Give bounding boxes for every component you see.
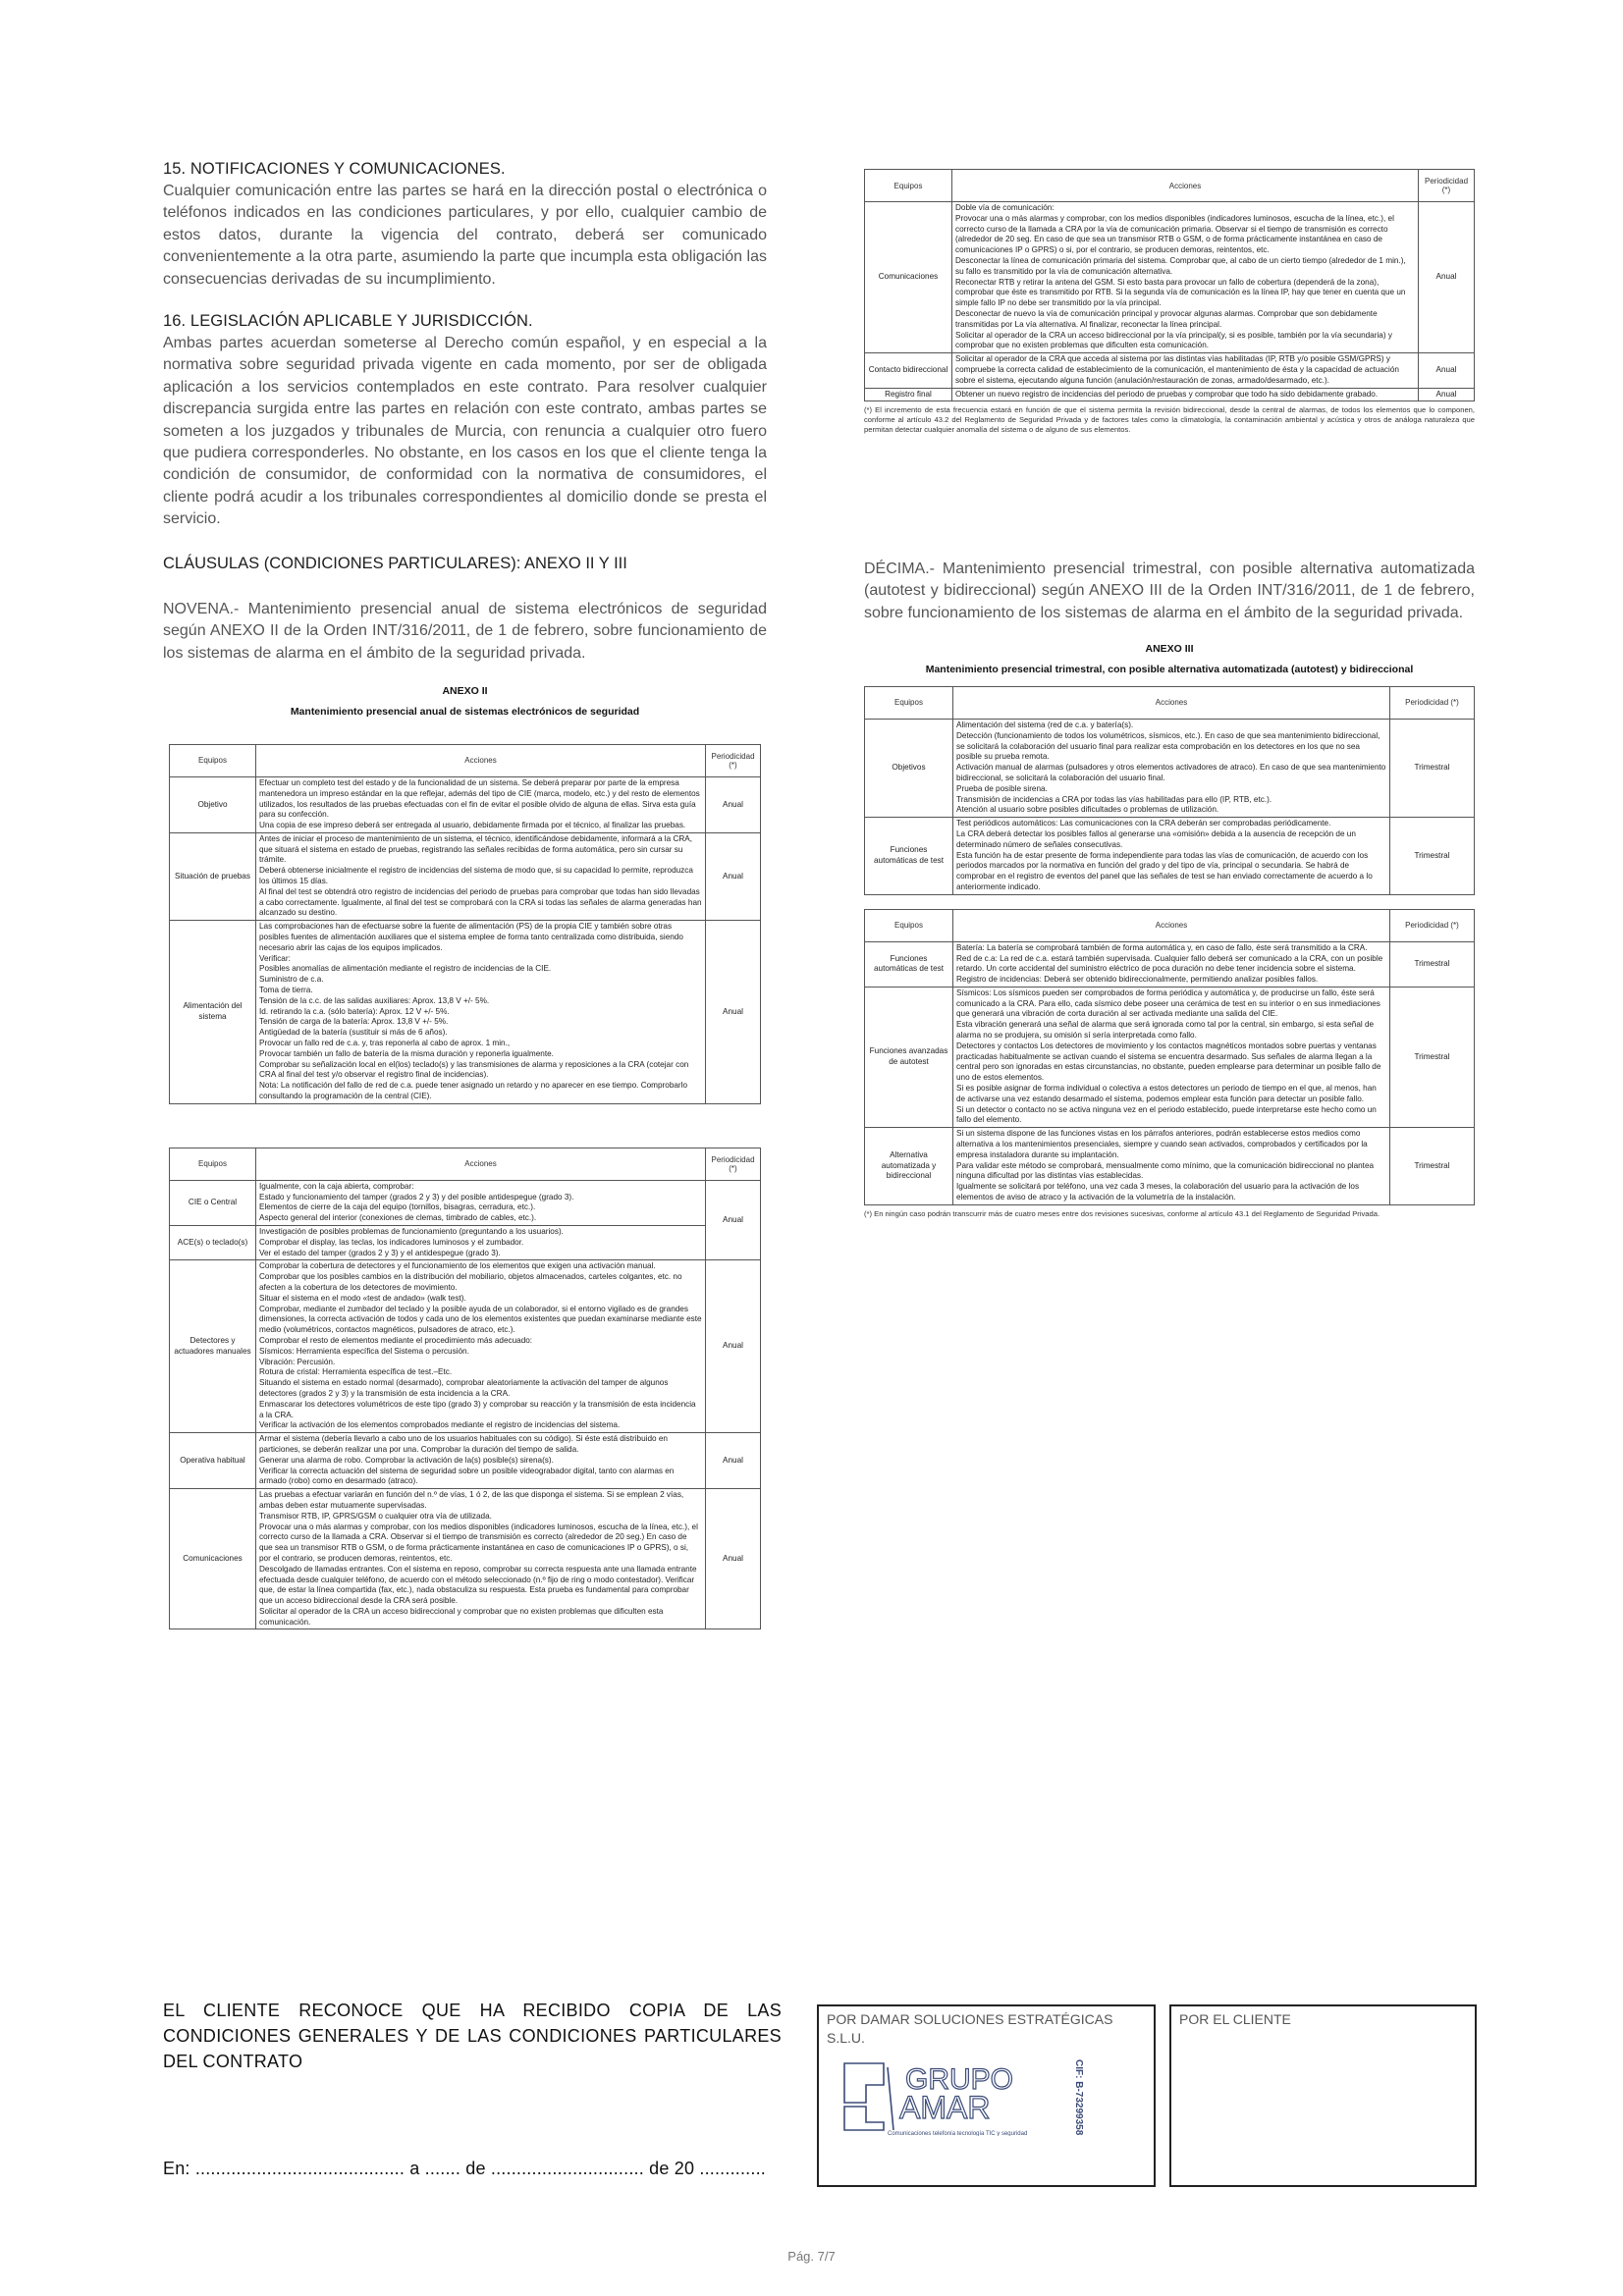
accion-line: Comprobar, mediante el zumbador del teclado y la posible ayuda de un colaborador, si el entorno vigilado es de grandes dimensiones, la correcta activación de todos y cada uno de los elementos existentes que puedan examinarse mediante este medio (volumétricos, contactos magnéticos, pulsadores de atraco, etc.). [259, 1304, 702, 1335]
cell-acciones [952, 388, 1419, 401]
section-15-body: Cualquier comunicación entre las partes se hará en la dirección postal o electrónica o teléfonos indicados en las condiciones particulares, y por ello, cualquier cambio de estos datos, durante la vigencia del contrato, deberá ser comunicado convenientemente a la otra parte, asumiendo la parte que incumpla esta obligación las consecuencias derivadas de su incumplimiento. [163, 183, 767, 288]
accion-line: Investigación de posibles problemas de funcionamiento (preguntando a los usuarios). [259, 1227, 564, 1236]
cell-periodicidad: Anual [706, 776, 761, 832]
accion-line: Comprobar la cobertura de detectores y el funcionamiento de los elementos que exigen una activación manual. [259, 1261, 656, 1271]
accion-line: Aspecto general del interior (conexiones de clemas, timbrado de cables, etc.). [259, 1213, 537, 1223]
accion-line: Esta vibración generará una señal de alarma que será ignorada como tal por la central, sin embargo, si esta señal de alarma no se produjera, su omisión sí sería interpretada como fallo. [956, 1020, 1375, 1041]
accion-line: Registro de incidencias: Deberá ser obtenido bidireccionalmente, permitiendo analizar posibles fallos. [956, 975, 1319, 985]
accion-line: Nota: La notificación del fallo de red de c.a. puede tener asignado un retardo y no aparecer en ese tiempo. Comprobarlo consultando la programación de la central (CIE). [259, 1081, 688, 1101]
stamp-tagline: Comunicaciones telefonía tecnología TIC y seguridad [888, 2131, 1028, 2136]
accion-line: Si un detector o contacto no se activa ninguna vez en el periodo establecido, puede interpretarse este hecho como un fallo del elemento. [956, 1104, 1377, 1125]
company-stamp [837, 2057, 1094, 2136]
cell-equipo: Registro final [865, 388, 952, 401]
accion-line: Las pruebas a efectuar variarán en función del n.º de vías, 1 ó 2, de las que disponga el sistema. Si se emplean 2 vías, ambas deben estar mutuamente supervisadas. [259, 1490, 684, 1510]
accion-line: Verificar: [259, 953, 291, 963]
cell-equipo: Funciones automáticas de test [865, 941, 953, 987]
table-row [170, 1489, 761, 1629]
cell-acciones [953, 941, 1390, 987]
cell-equipo: Objetivos [865, 719, 953, 817]
cell-acciones [256, 832, 706, 920]
accion-line: Desconectar la línea de comunicación primaria del sistema. Comprobar que, al cabo de un cierto tiempo (alrededor de 1 min.), su fallo es transmitido por la vía de comunicación alternativa. [955, 255, 1406, 276]
anexo-ii-table-2 [169, 1148, 761, 1630]
accion-line: Reconectar RTB y retirar la antena del GSM. Si esto basta para provocar un fallo de cobertura (dependerá de la zona), comprobar que éste es transmitido por RTB. Si la segunda vía de comunicación es la línea IP, hay que tener en cuenta que un simple fallo IP no debe ser transmitido por la vía principal. [955, 277, 1406, 308]
cell-acciones [953, 818, 1390, 895]
cell-equipo: Funciones automáticas de test [865, 818, 953, 895]
accion-line: Situar el sistema en el modo «test de andado» (walk test). [259, 1293, 466, 1303]
header-periodicidad: Periodicidad (*) [706, 1148, 761, 1180]
anexo-iii-table-1 [864, 686, 1475, 895]
accion-line: Posibles anomalías de alimentación mediante el registro de incidencias de la CIE. [259, 964, 552, 974]
cell-acciones [256, 776, 706, 832]
accion-line: Atención al usuario sobre posibles dificultades o problemas de utilización. [956, 805, 1219, 815]
accion-line: Una copia de ese impreso deberá ser entregada al usuario, debidamente firmada por el técnico, al finalizar las pruebas. [259, 821, 686, 830]
accion-line: Descolgado de llamadas entrantes. Con el sistema en reposo, comprobar su correcta respuesta ante una llamada entrante efectuada desde cualquier teléfono, de acuerdo con el método seleccionado (n.º fijo de ring o modo contestador). Verificar que, de estar la línea compartida (fax, etc.), nada obstaculiza su respuesta. Esta prueba es fundamental para comprobar que un acceso bidireccional desde la CRA será posible. [259, 1564, 697, 1606]
accion-line: Ver el estado del tamper (grados 2 y 3) y el antidespegue (grado 3). [259, 1248, 501, 1257]
cell-acciones [256, 1489, 706, 1629]
accion-line: Vibración: Percusión. [259, 1357, 336, 1366]
anexo-ii-note: (*) El incremento de esta frecuencia estará en función de que el sistema permita la revisión bidireccional, desde la central de alarmas, de todos los elementos que lo componen, conforme al artículo 43.2 del Reglamento de Seguridad Privada y de factores tales como la climatología, la contaminación ambiental y acústica y otros de análoga naturaleza que permitan detectar cualquier anomalía del sistema o de alguno de sus elementos. [864, 405, 1475, 434]
accion-line: Generar una alarma de robo. Comprobar la activación de la(s) posible(s) sirena(s). [259, 1455, 554, 1465]
cell-acciones [256, 1433, 706, 1489]
signature-box-damar[interactable] [817, 2004, 1156, 2187]
accion-line: Solicitar al operador de la CRA que acceda al sistema por las distintas vías habilitadas (IP, RTB y/o posible GSM/GPRS) y compruebe la correcta calidad de establecimiento de la comunicación, el mantenimiento de ésta y la capacidad de actuación sobre el sistema, ejecutando alguna función (anulación/restauración de zonas, armado/desarmado, etc.). [955, 354, 1399, 385]
acknowledgement-text: EL CLIENTE RECONOCE QUE HA RECIBIDO COPIA DE LAS CONDICIONES GENERALES Y DE LAS CONDICIONES PARTICULARES DEL CONTRATO [163, 2001, 782, 2071]
accion-line: Batería: La batería se comprobará también de forma automática y, en caso de fallo, éste será transmitido a la CRA. [956, 942, 1368, 952]
anexo-iii-note: (*) En ningún caso podrán transcurrir más de cuatro meses entre dos revisiones sucesivas, conforme al artículo 43.1 del Reglamento de Seguridad Privada. [864, 1208, 1380, 1218]
accion-line: Activación manual de alarmas (pulsadores y otros elementos activadores de atraco). En caso de que sea mantenimiento bidireccional, se solicitará la colaboración del usuario final. [956, 763, 1386, 782]
accion-line: Provocar también un fallo de batería de la misma duración y reponerla igualmente. [259, 1048, 554, 1058]
accion-line: Verificar la activación de los elementos comprobados mediante el registro de incidencias del sistema. [259, 1420, 621, 1430]
accion-line: Antes de iniciar el proceso de mantenimiento de un sistema, el técnico, identificándose debidamente, informará a la CRA, que situará el sistema en estado de pruebas, registrando las señales recibidas de forma automática, pero sin cursar su trámite. [259, 833, 693, 865]
cell-periodicidad: Anual [1419, 202, 1475, 353]
cell-acciones [256, 1226, 706, 1260]
table-row [865, 202, 1475, 353]
accion-line: Sísmicos: Los sísmicos pueden ser comprobados de forma periódica y automática y, de producirse un fallo, éste será comunicado a la CRA. Para ello, cada sísmico debe poseer una cerámica de test en su interior o en sus inmediaciones que generará una vibración de corta duración al ser activada mediante una salida del CIE. [956, 988, 1380, 1019]
decima-clause: DÉCIMA.- Mantenimiento presencial trimestral, con posible alternativa automatizada (autotest y bidireccional) según ANEXO III de la Orden INT/316/2011, de 1 de febrero, sobre funcionamiento de los sistemas de alarma en el ámbito de la seguridad privada. [864, 560, 1475, 621]
accion-line: Estado y funcionamiento del tamper (grados 2 y 3) y del posible antidespegue (grado 3). [259, 1192, 574, 1201]
cell-periodicidad: Anual [706, 1489, 761, 1629]
table-row [865, 941, 1475, 987]
anexo-ii-block [163, 684, 767, 1630]
header-equipos: Equipos [865, 686, 953, 719]
anexo-iii-table-2 [864, 909, 1475, 1205]
accion-line: Si un sistema dispone de las funciones vistas en los párrafos anteriores, podrán establecerse estos medios como alternativa a los mantenimientos presenciales, siempre y cuando sean activados, comprobados y certificados por la empresa instaladora durante su implantación. [956, 1129, 1368, 1159]
header-periodicidad: Periodicidad (*) [706, 744, 761, 776]
cell-periodicidad: Trimestral [1390, 987, 1475, 1127]
table-row [865, 353, 1475, 388]
accion-line: Igualmente, con la caja abierta, comprobar: [259, 1181, 414, 1191]
table-row [170, 1226, 761, 1260]
cell-acciones [953, 1128, 1390, 1205]
stamp-cif: CIF: B-73299358 [1073, 2059, 1084, 2136]
cell-acciones [256, 1180, 706, 1225]
accion-line: Verificar la correcta actuación del sistema de seguridad sobre un posible videograbador digital, tanto con alarmas en armado (robo) como en desarmado (atraco). [259, 1466, 675, 1486]
accion-line: Antigüedad de la batería (sustituir si más de 6 años). [259, 1028, 448, 1038]
cell-acciones [256, 1260, 706, 1433]
anexo-ii-table-1 [169, 744, 761, 1104]
accion-line: Solicitar al operador de la CRA un acceso bidireccional por la vía principal(y, si es posible, también por la vía secundaria) y comprobar que no existen problemas que dificulten esta comunicación. [955, 330, 1392, 350]
accion-line: Detectores y contactos Los detectores de movimiento y los contactos magnéticos montados sobre puertas y ventanas practicadas habitualmente se activan cuando el sistema se encuentra desarmado. Sus señales de alarma llegan a la central pero son ignoradas en estas circunstancias, no obstante, pueden emplearse para determinar un posible fallo de uno de estos elementos. [956, 1041, 1381, 1083]
table-row [170, 1260, 761, 1433]
cell-equipo: Alternativa automatizada y bidireccional [865, 1128, 953, 1205]
accion-line: Red de c.a: La red de c.a. estará también supervisada. Cualquier fallo deberá ser comunicado a la CRA, con un posible retardo. Un corte accidental del suministro eléctrico de poca duración no debe tener incidencia sobre el sistema. [956, 953, 1383, 974]
header-equipos: Equipos [170, 1148, 256, 1180]
cell-periodicidad: Trimestral [1390, 941, 1475, 987]
table-row [170, 921, 761, 1104]
header-equipos: Equipos [170, 744, 256, 776]
header-equipos: Equipos [865, 909, 953, 941]
cell-equipo: Objetivo [170, 776, 256, 832]
table-row [170, 776, 761, 832]
stamp-logo-line1: GRUPO [905, 2063, 1014, 2096]
cell-equipo: Alimentación del sistema [170, 921, 256, 1104]
header-periodicidad: Periodicidad (*) [1390, 909, 1475, 941]
anexo-ii-continuation-table [864, 169, 1475, 401]
signature-label-cliente: POR EL CLIENTE [1179, 2011, 1291, 2027]
signature-label-damar: POR DAMAR SOLUCIONES ESTRATÉGICAS S.L.U. [827, 2011, 1113, 2046]
accion-line: Obtener un nuevo registro de incidencias del periodo de pruebas y comprobar que todo ha sido debidamente grabado. [955, 389, 1379, 399]
accion-line: Tensión de carga de la batería: Aprox. 13,8 V +/- 5%. [259, 1017, 449, 1027]
page-number: Pág. 7/7 [787, 2249, 836, 2264]
table-row [170, 1180, 761, 1225]
header-acciones: Acciones [256, 744, 706, 776]
cell-periodicidad: Anual [706, 832, 761, 920]
cell-equipo: Operativa habitual [170, 1433, 256, 1489]
accion-line: Las comprobaciones han de efectuarse sobre la fuente de alimentación (PS) de la propia CIE y también sobre otras posibles fuentes de alimentación auxiliares que el sistema emplee de forma tanto centralizada como distribuida, siendo necesario abrir las cajas de los equipos implicados. [259, 922, 683, 952]
cell-equipo: Comunicaciones [170, 1489, 256, 1629]
accion-line: Tensión de la c.c. de las salidas auxiliares: Aprox. 13,8 V +/- 5%. [259, 995, 490, 1005]
novena-clause: NOVENA.- Mantenimiento presencial anual de sistema electrónicos de seguridad según ANEXO II de la Orden INT/316/2011, de 1 de febrero, sobre funcionamiento de los sistemas de alarma en el ámbito de la seguridad privada. [163, 600, 767, 662]
header-acciones: Acciones [953, 686, 1390, 719]
accion-line: Elementos de cierre de la caja del equipo (tornillos, bisagras, cerradura, etc.). [259, 1202, 536, 1212]
accion-line: Transmisor RTB, IP, GPRS/GSM o cualquier otra vía de utilizada. [259, 1511, 492, 1521]
accion-line: Sísmicos: Herramienta específica del Sistema o percusión. [259, 1346, 469, 1356]
cell-acciones [256, 921, 706, 1104]
header-acciones: Acciones [256, 1148, 706, 1180]
cell-periodicidad: Anual [706, 1180, 761, 1260]
table-row [865, 719, 1475, 817]
accion-line: Id. retirando la c.a. (sólo batería): Aprox. 12 V +/- 5%. [259, 1006, 450, 1016]
cell-periodicidad: Trimestral [1390, 818, 1475, 895]
anexo-iii-subtitle: Mantenimiento presencial trimestral, con posible alternativa automatizada (autotest) y bidireccional [925, 663, 1414, 675]
acknowledgement-block [163, 1998, 782, 2074]
accion-line: Efectuar un completo test del estado y de la funcionalidad de un sistema. Se deberá preparar por parte de la empresa mantenedora un impreso estándar en la que reflejar, además del tipo de CIE (marca, modelo, etc.) y del resto de elementos utilizados, los resultados de las pruebas efectuadas con el fin de evitar el posible olvido de alguna de ellas. Sirva esta guía para su confección. [259, 777, 700, 820]
table-row [170, 832, 761, 920]
accion-line: Deberá obtenerse inicialmente el registro de incidencias del sistema de modo que, si su capacidad lo permite, reproduzca los últimos 15 días. [259, 866, 693, 886]
accion-line: Comprobar su señalización local en el(los) teclado(s) y las transmisiones de alarma y reposiciones a la CRA (cotejar con CRA al final del test y/o observar el registro final de incidencias). [259, 1059, 689, 1080]
section-16-body: Ambas partes acuerdan someterse al Derecho común español, y en especial a la normativa sobre seguridad privada vigente en cada momento, por ser de obligada aplicación a los servicios contemplados en este contrato. Para resolver cualquier discrepancia surgida entre las partes en relación con este contrato, ambas partes se someten a los juzgados y tribunales de Murcia, con renuncia a cualquier otro fuero que pudiera corresponderles. No obstante, en los casos en los que el cliente tenga la condición de consumidor, de conformidad con la normativa de consumidores, el cliente podrá acudir a los tribunales correspondientes al domicilio donde se presta el servicio. [163, 335, 767, 528]
accion-line: Igualmente se solicitará por teléfono, una vez cada 3 meses, la colaboración del usuario para la activación de los elementos de aviso de atraco y la activación de la volumetría de la instalación. [956, 1182, 1360, 1202]
stamp-logo-line2: AMAR [899, 2090, 991, 2125]
accion-line: Provocar un fallo red de c.a. y, tras reponerla al cabo de aprox. 1 min., [259, 1039, 511, 1048]
cell-equipo: CIE o Central [170, 1180, 256, 1225]
accion-line: Transmisión de incidencias a CRA por todas las vías habilitadas para ello (IP, RTB, etc.). [956, 794, 1272, 804]
cell-equipo: Funciones avanzadas de autotest [865, 987, 953, 1127]
cell-periodicidad: Anual [706, 1433, 761, 1489]
table-row [865, 818, 1475, 895]
table-row [865, 1128, 1475, 1205]
anexo-ii-title: ANEXO II [442, 684, 488, 697]
accion-line: Al final del test se obtendrá otro registro de incidencias del periodo de pruebas para comprobar que todas han sido llevadas a cabo correctamente. Igualmente, al final del test se comprobará con la CRA si todas las señales de alarma generadas han alcanzado su destino. [259, 886, 702, 918]
cell-equipo: Detectores y actuadores manuales [170, 1260, 256, 1433]
cell-acciones [952, 202, 1419, 353]
accion-line: Para validar este método se comprobará, mensualmente como mínimo, que la comunicación bidireccional no plantea ninguna dificultad por las distintas vías establecidas. [956, 1160, 1375, 1181]
table-row [865, 987, 1475, 1127]
cell-periodicidad: Anual [1419, 388, 1475, 401]
clausulas-title: CLÁUSULAS (CONDICIONES PARTICULARES): ANEXO II Y III [163, 554, 627, 572]
cell-periodicidad: Trimestral [1390, 719, 1475, 817]
accion-line: Test periódicos automáticos: Las comunicaciones con la CRA deberán ser comprobadas periódicamente. [956, 819, 1331, 828]
accion-line: Situando el sistema en estado normal (desarmado), comprobar aleatoriamente la activación del tamper de algunos detectores (grados 2 y 3) y la transmisión de esta incidencia a la CRA. [259, 1378, 669, 1398]
header-acciones: Acciones [952, 170, 1419, 202]
cell-acciones [953, 987, 1390, 1127]
accion-line: Provocar una o más alarmas y comprobar, con los medios disponibles (indicadores luminosos, escucha de la línea, etc.), el correcto curso de la llamada a CRA por la vía de comunicación primaria. Observar si el tiempo de transmisión es correcto (alrededor de 20 seg. En caso de que sea un transmisor RTB o GSM, o de forma prácticamente instantánea en caso de comunicaciones IP o GPRS) o si, por el contrario, se producen demoras, reintentos, etc. [955, 213, 1394, 255]
accion-line: Alimentación del sistema (red de c.a. y batería(s). [956, 720, 1134, 729]
accion-line: Rotura de cristal: Herramienta específica de test.–Etc. [259, 1367, 453, 1377]
header-periodicidad: Periodicidad (*) [1419, 170, 1475, 202]
cell-periodicidad: Trimestral [1390, 1128, 1475, 1205]
accion-line: La CRA deberá detectar los posibles fallos al generarse una «omisión» debida a la ausencia de recepción de un determinado número de señales consecutivas. [956, 828, 1356, 849]
accion-line: Comprobar el display, las teclas, los indicadores luminosos y el zumbador. [259, 1237, 524, 1247]
cell-equipo: Comunicaciones [865, 202, 952, 353]
cell-acciones [953, 719, 1390, 817]
accion-line: Enmascarar los detectores volumétricos de este tipo (grado 3) y comprobar su reacción y la transmisión de esta incidencia a la CRA. [259, 1399, 696, 1419]
cell-periodicidad: Anual [706, 921, 761, 1104]
table-row [865, 388, 1475, 401]
accion-line: Si es posible asignar de forma individual o colectiva a estos detectores un periodo de tiempo en el que, al menos, han de activarse una vez estando desarmado el sistema, podemos emplear esta función para detectar un posible fallo. [956, 1084, 1377, 1103]
header-equipos: Equipos [865, 170, 952, 202]
left-column [163, 160, 767, 1629]
accion-line: Doble vía de comunicación: [955, 203, 1055, 212]
cell-equipo: Situación de pruebas [170, 832, 256, 920]
place-date-line: En: ......................................... a ....... de .............................. de 20 ............. [163, 2159, 766, 2178]
section-15-title: 15. NOTIFICACIONES Y COMUNICACIONES. [163, 160, 506, 178]
section-16-title: 16. LEGISLACIÓN APLICABLE Y JURISDICCIÓN. [163, 312, 533, 331]
accion-line: Esta función ha de estar presente de forma independiente para todas las vías de comunicación, de acuerdo con los periodos marcados por la normativa en función del grado y del tipo de vía, principal o secundaria. Se habrá de comprobar en el registro de eventos del panel que las señales de test se han enviado correctamente de acuerdo a lo anteriormente indicado. [956, 850, 1373, 891]
accion-line: Comprobar que los posibles cambios en la distribución del mobiliario, objetos almacenados, carteles colgantes, etc. no afecten a la cobertura de los detectores de movimiento. [259, 1272, 682, 1292]
anexo-iii-title: ANEXO III [1145, 642, 1194, 655]
right-column [864, 169, 1475, 1219]
accion-line: Detección (funcionamiento de todos los volumétricos, sísmicos, etc.). En caso de que sea mantenimiento bidireccional, se solicitará la colaboración del usuario final para realizar esta comprobación en los detectores en los que no sea posible su prueba remota. [956, 730, 1380, 762]
accion-line: Comprobar el resto de elementos mediante el procedimiento más adecuado: [259, 1335, 533, 1345]
cell-acciones [952, 353, 1419, 388]
accion-line: Toma de tierra. [259, 986, 313, 995]
cell-equipo: Contacto bidireccional [865, 353, 952, 388]
cell-equipo: ACE(s) o teclado(s) [170, 1226, 256, 1260]
anexo-ii-subtitle: Mantenimiento presencial anual de sistemas electrónicos de seguridad [290, 705, 640, 718]
table-row [170, 1433, 761, 1489]
cell-periodicidad: Anual [1419, 353, 1475, 388]
cell-periodicidad: Anual [706, 1260, 761, 1433]
signature-box-cliente[interactable] [1169, 2004, 1477, 2187]
accion-line: Armar el sistema (debería llevarlo a cabo uno de los usuarios habituales con su código). Si éste está distribuido en particiones, se deberán realizar una por una. Comprobar la duración del tiempo de salida. [259, 1434, 668, 1454]
accion-line: Solicitar al operador de la CRA un acceso bidireccional y comprobar que no existen problemas que dificulten esta comunicación. [259, 1606, 664, 1627]
accion-line: Provocar una o más alarmas y comprobar, con los medios disponibles (indicadores luminosos, escucha de la línea, etc.), el correcto curso de la llamada a CRA. Observar si el tiempo de transmisión es correcto (alrededor de 20 seg.) En caso de que sea un transmisor RTB o GSM, o de forma prácticamente instantánea en caso de comunicaciones IP o GPRS), o si, por el contrario, se producen demoras, reintentos, etc. [259, 1522, 698, 1563]
accion-line: Suministro de c.a. [259, 975, 324, 985]
header-acciones: Acciones [953, 909, 1390, 941]
accion-line: Desconectar de nuevo la vía de comunicación principal y provocar algunas alarmas. Comprobar que son debidamente transmitidas por La vía alternativa. Al finalizar, reconectar la línea principal. [955, 308, 1378, 329]
header-periodicidad: Periodicidad (*) [1390, 686, 1475, 719]
accion-line: Prueba de posible sirena. [956, 783, 1048, 793]
